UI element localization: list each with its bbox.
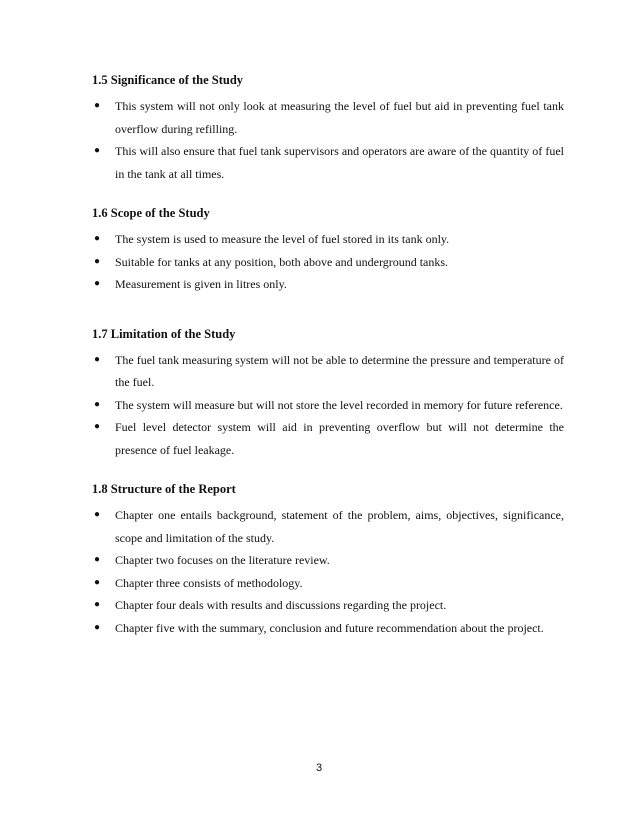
list-item bbox=[92, 594, 564, 617]
section-heading: 1.6 Scope of the Study bbox=[92, 206, 210, 220]
section-heading: 1.5 Significance of the Study bbox=[92, 73, 244, 87]
list-item-text: The fuel tank measuring system will not be able to determine the pressure and temperature of the fuel. bbox=[115, 352, 564, 389]
list-item-text: Suitable for tanks at any position, both above and underground tanks. bbox=[115, 254, 449, 269]
list-item-text: This system will not only look at measuring the level of fuel but aid in preventing fuel tank overflow during refilling. bbox=[115, 99, 564, 136]
page-number: 3 bbox=[315, 762, 323, 774]
list-item bbox=[92, 549, 564, 572]
bullet-list bbox=[92, 349, 564, 462]
bullet-list bbox=[92, 228, 564, 296]
list-item-text: Chapter one entails background, statement of the problem, aims, objectives, significance, scope and limitation of the study. bbox=[115, 508, 564, 545]
bullet-icon: ● bbox=[94, 255, 101, 267]
list-item bbox=[92, 140, 564, 185]
page-content bbox=[92, 72, 564, 659]
list-item bbox=[92, 416, 564, 461]
list-item-text: Chapter two focuses on the literature review. bbox=[115, 553, 330, 567]
bullet-list bbox=[92, 504, 564, 639]
bullet-icon: ● bbox=[94, 100, 101, 111]
section-heading: 1.7 Limitation of the Study bbox=[92, 326, 236, 341]
list-item-text: Chapter five with the summary, conclusion and future recommendation about the project. bbox=[115, 620, 544, 635]
list-item-text: Chapter three consists of methodology. bbox=[115, 575, 303, 590]
list-item bbox=[92, 273, 564, 296]
bullet-icon: ● bbox=[94, 353, 101, 365]
list-item-text: Fuel level detector system will aid in preventing overflow but will not determine the presence of fuel leakage. bbox=[115, 420, 564, 457]
bullet-icon: ● bbox=[94, 576, 101, 588]
section-structure bbox=[92, 481, 564, 639]
list-item bbox=[92, 251, 564, 274]
section-scope bbox=[92, 205, 564, 296]
list-item bbox=[92, 394, 564, 417]
bullet-icon: ● bbox=[94, 554, 101, 565]
bullet-icon: ● bbox=[94, 599, 101, 610]
list-item bbox=[92, 504, 564, 549]
section-heading: 1.8 Structure of the Report bbox=[92, 482, 236, 496]
section-significance bbox=[92, 72, 564, 185]
list-item-text: The system is used to measure the level of fuel stored in its tank only. bbox=[115, 232, 450, 246]
list-item-text: The system will measure but will not store the level recorded in memory for future reference. bbox=[115, 397, 563, 412]
bullet-icon: ● bbox=[94, 509, 101, 520]
list-item-text: This will also ensure that fuel tank supervisors and operators are aware of the quantity of fuel in the tank at all times. bbox=[115, 144, 564, 181]
list-item bbox=[92, 95, 564, 140]
list-item bbox=[92, 349, 564, 394]
section-limitation bbox=[92, 326, 564, 462]
bullet-icon: ● bbox=[94, 278, 101, 289]
bullet-icon: ● bbox=[94, 233, 101, 244]
bullet-list bbox=[92, 95, 564, 185]
bullet-icon: ● bbox=[94, 398, 101, 410]
list-item-text: Chapter four deals with results and discussions regarding the project. bbox=[115, 598, 447, 612]
bullet-icon: ● bbox=[94, 145, 101, 156]
list-item bbox=[92, 228, 564, 251]
bullet-icon: ● bbox=[94, 421, 101, 432]
list-item bbox=[92, 572, 564, 595]
list-item bbox=[92, 617, 564, 640]
list-item-text: Measurement is given in litres only. bbox=[115, 277, 287, 291]
bullet-icon: ● bbox=[94, 621, 101, 633]
